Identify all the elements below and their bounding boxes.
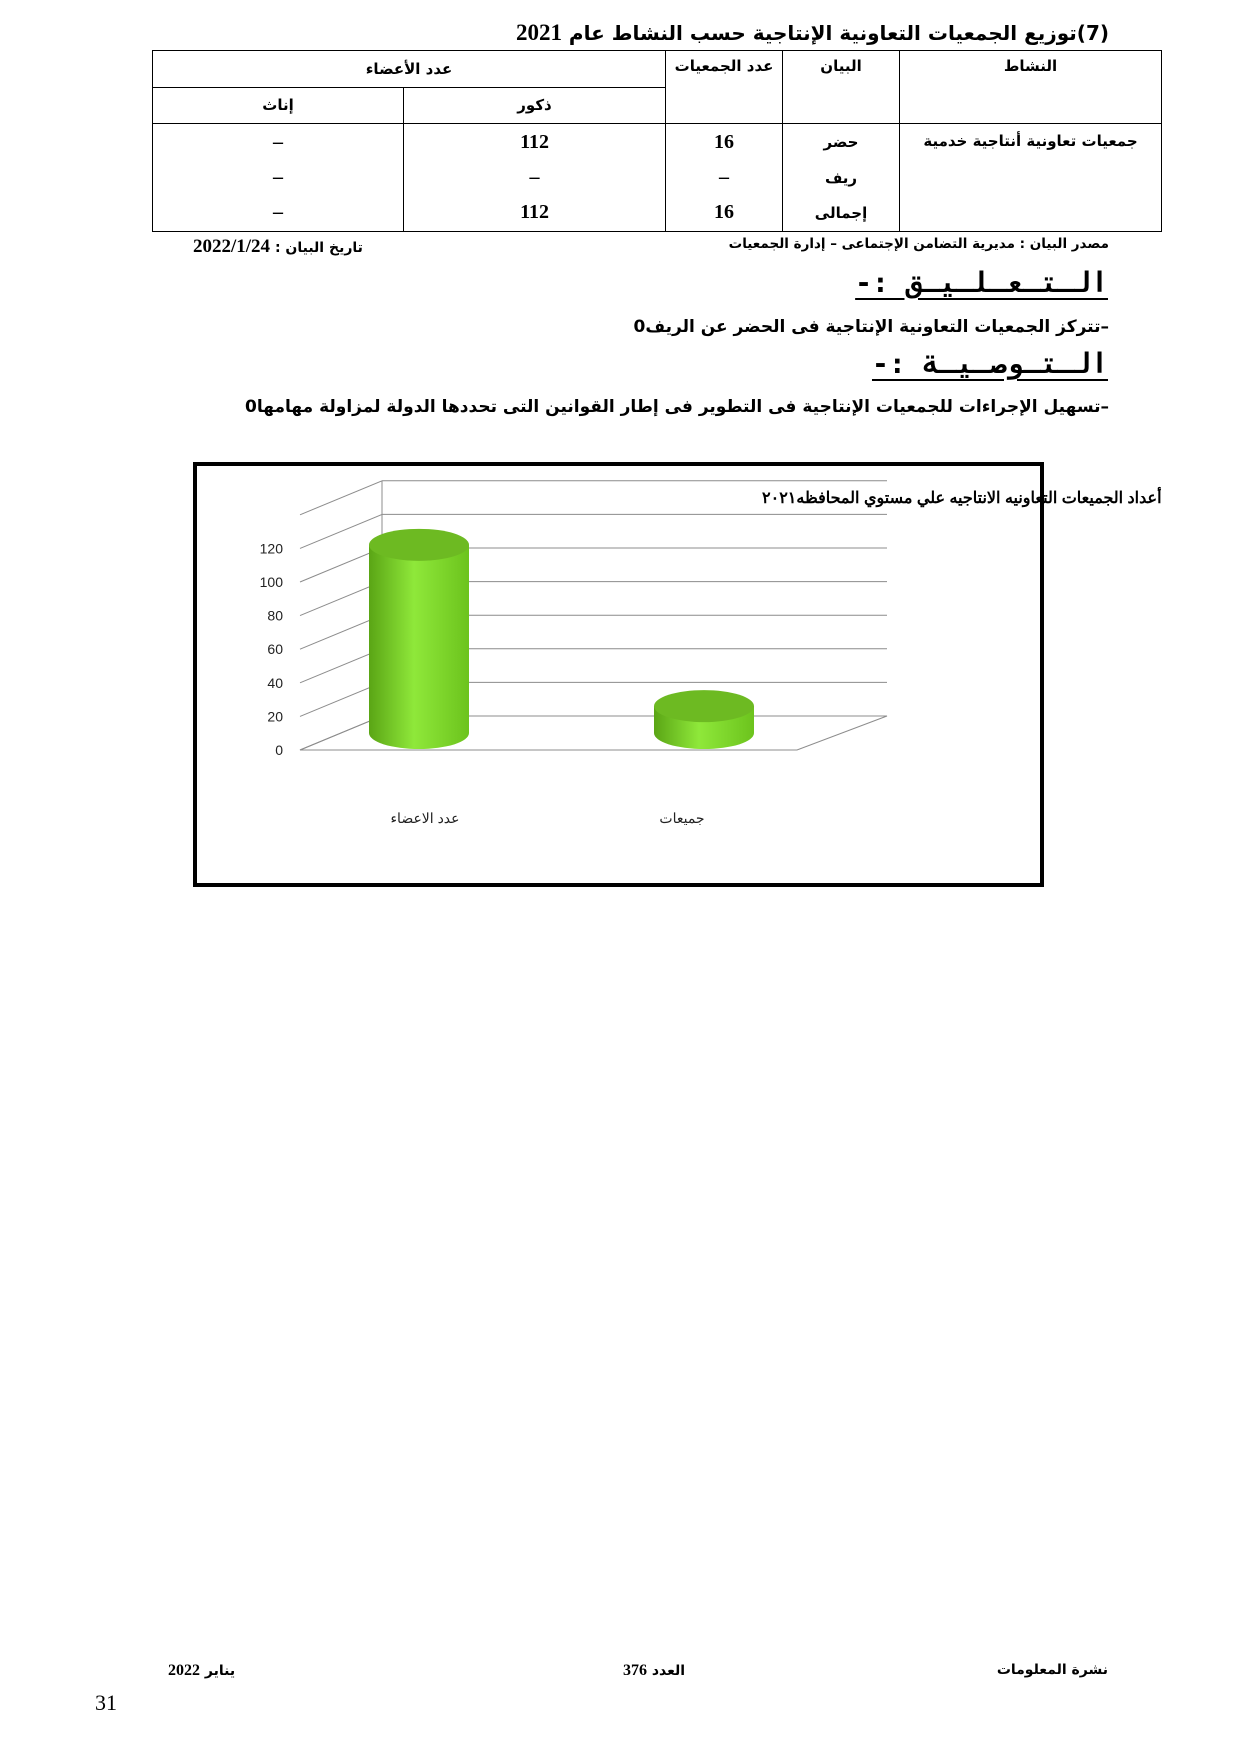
row-males: 112	[404, 124, 666, 161]
date-value: 2022/1/24	[193, 236, 271, 257]
y-tick-label: 20	[267, 708, 283, 725]
header-members: عدد الأعضاء	[153, 51, 666, 88]
row-males: –	[404, 160, 666, 195]
header-count: عدد الجمعيات	[666, 51, 783, 124]
row-count: 16	[666, 195, 783, 232]
y-tick-label: 40	[267, 674, 283, 691]
header-females: إناث	[153, 87, 404, 124]
y-tick-label: 80	[267, 607, 283, 624]
footer-month: يناير	[204, 1663, 236, 1679]
recommendation-text: –تسهيل الإجراءات للجمعيات الإنتاجية فى التطوير فى إطار القوانين التى تحددها الدولة لمزاولة مهامها0	[245, 397, 1109, 417]
bar-top	[654, 690, 754, 722]
row-males: 112	[404, 195, 666, 232]
recommendation-heading: الـتـوصـيـة :-	[871, 347, 1108, 380]
bar-1	[654, 690, 754, 749]
date-label: تاريخ البيان :	[274, 240, 363, 256]
header-statement: البيان	[783, 51, 900, 124]
row-label: ريف	[783, 160, 900, 195]
y-tick-label: 60	[267, 641, 283, 658]
bar-body	[369, 545, 469, 749]
footer-issue	[623, 1662, 685, 1680]
data-source: مصدر البيان : مديرية التضامن الإجتماعى – إدارة الجمعيات	[728, 236, 1109, 252]
row-count: 16	[666, 124, 783, 161]
bar-0	[369, 529, 469, 749]
row-count: –	[666, 160, 783, 195]
chart-container	[193, 462, 1162, 887]
comment-heading: الـتـعـلـيـق :-	[855, 266, 1108, 299]
footer-year: 2022	[168, 1662, 200, 1679]
category-label: جميعات	[659, 810, 705, 826]
row-label: حضر	[783, 124, 900, 161]
comment-text: –تتركز الجمعيات التعاونية الإنتاجية فى الحضر عن الريف0	[633, 317, 1109, 337]
y-tick-label: 100	[259, 574, 283, 590]
issue-number: 376	[623, 1662, 647, 1679]
y-tick-label: 0	[275, 742, 283, 758]
chart-title: أعداد الجميعات التعاونيه الانتاجيه علي مستوي المحافظه٢٠٢١	[762, 490, 1162, 507]
data-date	[193, 236, 363, 258]
issue-label: العدد	[651, 1663, 686, 1679]
row-label: إجمالى	[783, 195, 900, 232]
page-number: 31	[95, 1690, 117, 1715]
bar-chart	[197, 466, 1162, 883]
title-year: 2021	[515, 20, 562, 45]
bar-top	[369, 529, 469, 561]
row-females: –	[153, 195, 404, 232]
y-tick-label: 120	[259, 540, 283, 557]
row-females: –	[153, 160, 404, 195]
title-text: (7)توزيع الجمعيات التعاونية الإنتاجية حسب النشاط عام	[568, 21, 1109, 45]
footer-date	[168, 1662, 235, 1680]
header-males: ذكور	[404, 87, 666, 124]
side-gridline	[300, 481, 382, 515]
table-title	[516, 20, 1109, 46]
header-activity: النشاط	[900, 51, 1162, 124]
row-females: –	[153, 124, 404, 161]
activity-cell: جمعيات تعاونية أنتاجية خدمية	[900, 124, 1162, 232]
category-label: عدد الاعضاء	[390, 810, 460, 826]
table-row	[153, 124, 1162, 161]
cooperatives-table	[152, 50, 1162, 232]
footer-publication: نشرة المعلومات	[996, 1662, 1108, 1678]
